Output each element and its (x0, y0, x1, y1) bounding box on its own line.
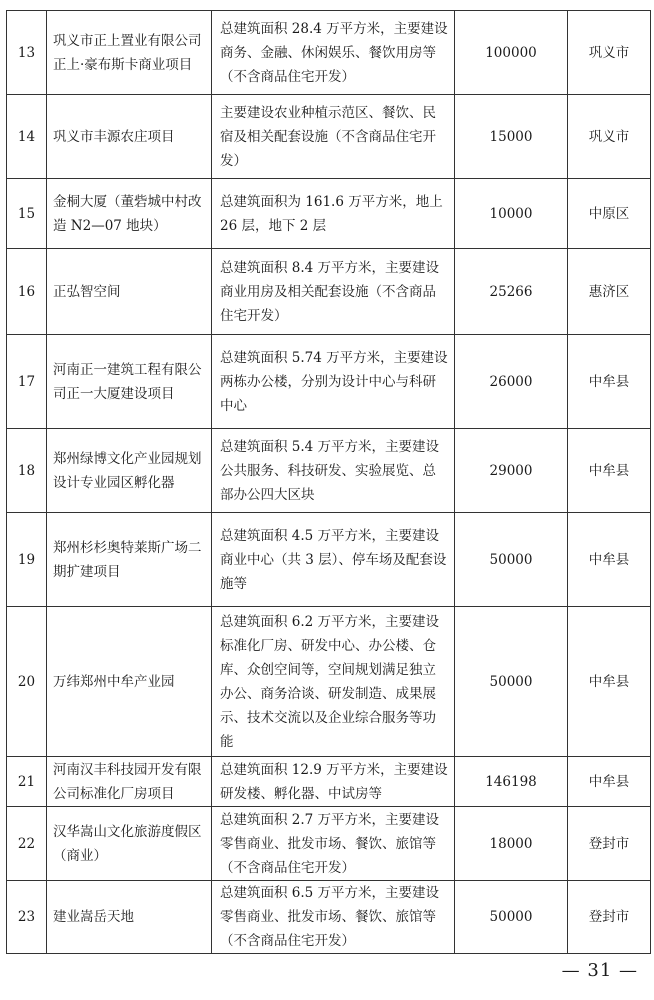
project-area: 50000 (455, 513, 568, 607)
project-area: 146198 (455, 757, 568, 807)
project-content: 总建筑面积 5.74 万平方米，主要建设两栋办公楼，分别为设计中心与科研中心 (212, 335, 455, 429)
row-number: 21 (7, 757, 47, 807)
page-number: — 31 — (561, 960, 638, 981)
project-content: 总建筑面积 2.7 万平方米，主要建设零售商业、批发市场、餐饮、旅馆等（不含商品住宅开发） (212, 807, 455, 881)
project-area: 25266 (455, 249, 568, 335)
project-name: 建业嵩岳天地 (47, 881, 212, 954)
row-number: 22 (7, 807, 47, 881)
project-name: 河南汉丰科技园开发有限公司标准化厂房项目 (47, 757, 212, 807)
project-area: 10000 (455, 179, 568, 249)
project-name: 河南正一建筑工程有限公司正一大厦建设项目 (47, 335, 212, 429)
project-name: 正弘智空间 (47, 249, 212, 335)
row-number: 17 (7, 335, 47, 429)
row-number: 23 (7, 881, 47, 954)
table-row (7, 429, 651, 513)
project-location: 中牟县 (568, 607, 651, 757)
table-row (7, 95, 651, 179)
table-row (7, 249, 651, 335)
project-area: 29000 (455, 429, 568, 513)
table-row (7, 179, 651, 249)
project-content: 总建筑面积为 161.6 万平方米，地上 26 层，地下 2 层 (212, 179, 455, 249)
project-location: 巩义市 (568, 11, 651, 95)
project-table (6, 10, 651, 954)
row-number: 19 (7, 513, 47, 607)
table-row (7, 607, 651, 757)
table-row (7, 807, 651, 881)
project-name: 金桐大厦（董砦城中村改造 N2—07 地块） (47, 179, 212, 249)
table-row (7, 881, 651, 954)
table-row (7, 513, 651, 607)
project-area: 50000 (455, 607, 568, 757)
row-number: 14 (7, 95, 47, 179)
project-content: 主要建设农业种植示范区、餐饮、民宿及相关配套设施（不含商品住宅开发） (212, 95, 455, 179)
project-area: 100000 (455, 11, 568, 95)
project-location: 巩义市 (568, 95, 651, 179)
table-row (7, 11, 651, 95)
project-location: 登封市 (568, 807, 651, 881)
row-number: 13 (7, 11, 47, 95)
table-row (7, 757, 651, 807)
project-location: 登封市 (568, 881, 651, 954)
project-name: 汉华嵩山文化旅游度假区（商业） (47, 807, 212, 881)
project-location: 中牟县 (568, 513, 651, 607)
row-number: 16 (7, 249, 47, 335)
project-area: 18000 (455, 807, 568, 881)
project-location: 中原区 (568, 179, 651, 249)
project-area: 15000 (455, 95, 568, 179)
row-number: 20 (7, 607, 47, 757)
row-number: 15 (7, 179, 47, 249)
project-location: 中牟县 (568, 335, 651, 429)
project-location: 中牟县 (568, 757, 651, 807)
row-number: 18 (7, 429, 47, 513)
project-name: 巩义市正上置业有限公司正上·豪布斯卡商业项目 (47, 11, 212, 95)
project-content: 总建筑面积 6.5 万平方米，主要建设零售商业、批发市场、餐饮、旅馆等（不含商品住宅开发） (212, 881, 455, 954)
project-name: 郑州绿博文化产业园规划设计专业园区孵化器 (47, 429, 212, 513)
project-content: 总建筑面积 12.9 万平方米，主要建设研发楼、孵化器、中试房等 (212, 757, 455, 807)
project-content: 总建筑面积 8.4 万平方米，主要建设商业用房及相关配套设施（不含商品住宅开发） (212, 249, 455, 335)
project-area: 50000 (455, 881, 568, 954)
project-content: 总建筑面积 4.5 万平方米，主要建设商业中心（共 3 层）、停车场及配套设施等 (212, 513, 455, 607)
project-content: 总建筑面积 6.2 万平方米，主要建设标准化厂房、研发中心、办公楼、仓库、众创空间等，空间规划满足独立办公、商务洽谈、研发制造、成果展示、技术交流以及企业综合服务等功能 (212, 607, 455, 757)
project-area: 26000 (455, 335, 568, 429)
project-name: 巩义市丰源农庄项目 (47, 95, 212, 179)
project-location: 惠济区 (568, 249, 651, 335)
project-location: 中牟县 (568, 429, 651, 513)
project-content: 总建筑面积 5.4 万平方米，主要建设公共服务、科技研发、实验展览、总部办公四大区块 (212, 429, 455, 513)
project-name: 万纬郑州中牟产业园 (47, 607, 212, 757)
project-name: 郑州杉杉奥特莱斯广场二期扩建项目 (47, 513, 212, 607)
project-content: 总建筑面积 28.4 万平方米，主要建设商务、金融、休闲娱乐、餐饮用房等（不含商品住宅开发） (212, 11, 455, 95)
table-row (7, 335, 651, 429)
